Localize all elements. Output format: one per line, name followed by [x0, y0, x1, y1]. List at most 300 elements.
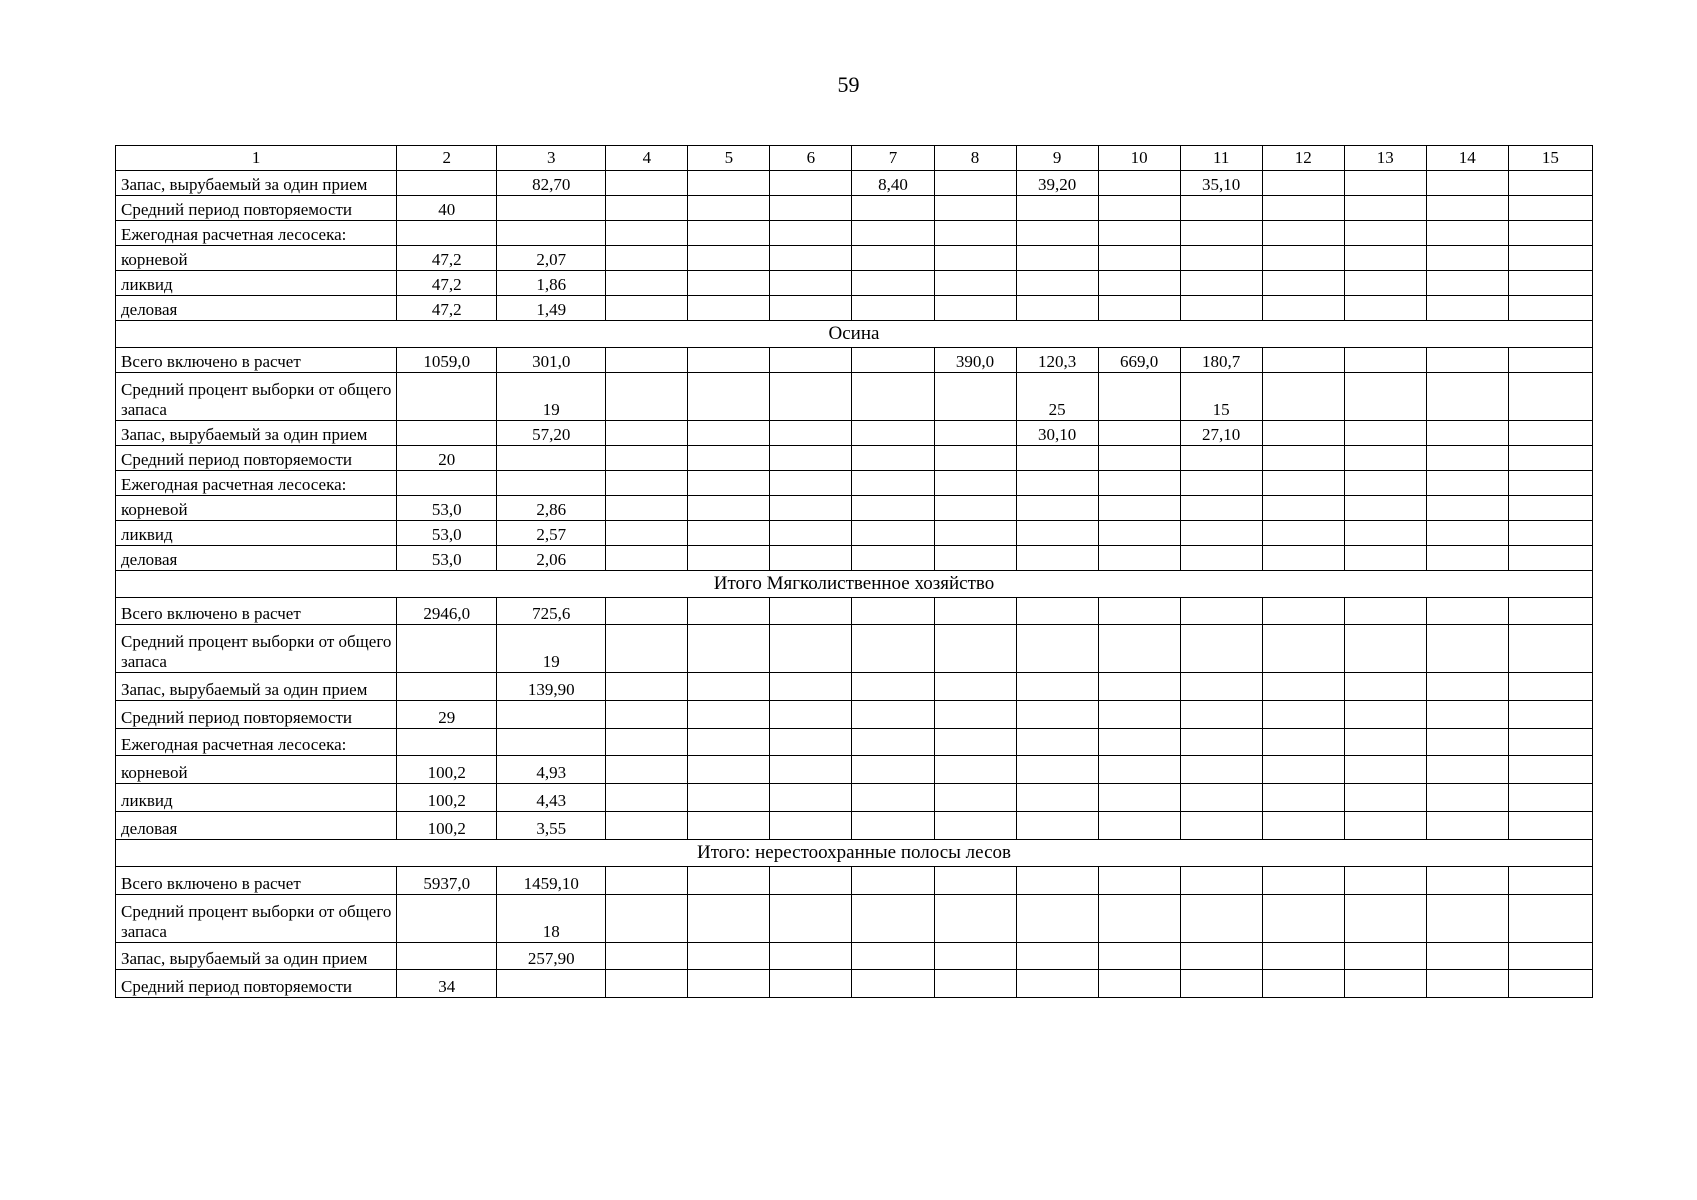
- value-cell: [1426, 296, 1508, 321]
- value-cell: [688, 446, 770, 471]
- value-cell: [397, 373, 497, 421]
- value-cell: 30,10: [1016, 421, 1098, 446]
- value-cell: [606, 348, 688, 373]
- value-cell: [770, 867, 852, 895]
- value-cell: [606, 943, 688, 970]
- value-cell: [1344, 729, 1426, 756]
- value-cell: [934, 271, 1016, 296]
- value-cell: [1426, 598, 1508, 625]
- value-cell: [688, 348, 770, 373]
- value-cell: [606, 521, 688, 546]
- value-cell: 82,70: [497, 171, 606, 196]
- value-cell: [1508, 546, 1592, 571]
- value-cell: 725,6: [497, 598, 606, 625]
- value-cell: [1098, 598, 1180, 625]
- value-cell: [1508, 867, 1592, 895]
- value-cell: [1262, 625, 1344, 673]
- value-cell: [688, 496, 770, 521]
- table-row: [116, 171, 1593, 196]
- value-cell: 100,2: [397, 784, 497, 812]
- value-cell: [688, 471, 770, 496]
- column-number-cell: 11: [1180, 146, 1262, 171]
- value-cell: [1098, 471, 1180, 496]
- value-cell: [852, 496, 934, 521]
- value-cell: [1426, 421, 1508, 446]
- value-cell: [1180, 496, 1262, 521]
- value-cell: [770, 895, 852, 943]
- value-cell: [1098, 943, 1180, 970]
- value-cell: [606, 171, 688, 196]
- value-cell: [1344, 756, 1426, 784]
- value-cell: [1426, 943, 1508, 970]
- column-number-cell: 10: [1098, 146, 1180, 171]
- table-row: [116, 373, 1593, 421]
- value-cell: [1344, 673, 1426, 701]
- value-cell: [606, 296, 688, 321]
- value-cell: [934, 895, 1016, 943]
- value-cell: [1180, 246, 1262, 271]
- value-cell: [688, 701, 770, 729]
- value-cell: [1426, 171, 1508, 196]
- value-cell: [770, 471, 852, 496]
- value-cell: [1262, 867, 1344, 895]
- value-cell: [1262, 895, 1344, 943]
- value-cell: [770, 521, 852, 546]
- value-cell: [1344, 867, 1426, 895]
- value-cell: [770, 348, 852, 373]
- value-cell: [1426, 471, 1508, 496]
- value-cell: [934, 221, 1016, 246]
- value-cell: [1098, 867, 1180, 895]
- value-cell: [1262, 171, 1344, 196]
- column-number-cell: 2: [397, 146, 497, 171]
- value-cell: [852, 729, 934, 756]
- value-cell: [1508, 729, 1592, 756]
- value-cell: [606, 421, 688, 446]
- value-cell: [1344, 471, 1426, 496]
- table-row: [116, 196, 1593, 221]
- value-cell: [934, 421, 1016, 446]
- value-cell: [770, 546, 852, 571]
- value-cell: [1016, 812, 1098, 840]
- value-cell: [1016, 729, 1098, 756]
- value-cell: 8,40: [852, 171, 934, 196]
- row-label-cell: ликвид: [116, 271, 397, 296]
- value-cell: [934, 729, 1016, 756]
- value-cell: [1016, 867, 1098, 895]
- value-cell: [852, 521, 934, 546]
- value-cell: [770, 943, 852, 970]
- value-cell: [1180, 296, 1262, 321]
- value-cell: [688, 943, 770, 970]
- table-row: [116, 296, 1593, 321]
- value-cell: [934, 784, 1016, 812]
- value-cell: [852, 812, 934, 840]
- column-number-cell: 5: [688, 146, 770, 171]
- value-cell: [1098, 446, 1180, 471]
- value-cell: [770, 970, 852, 998]
- value-cell: [1344, 373, 1426, 421]
- section-title: Итого: нерестоохранные полосы лесов: [116, 840, 1593, 867]
- value-cell: [1262, 221, 1344, 246]
- row-label-cell: Запас, вырубаемый за один прием: [116, 673, 397, 701]
- value-cell: 47,2: [397, 246, 497, 271]
- value-cell: 34: [397, 970, 497, 998]
- value-cell: [770, 756, 852, 784]
- value-cell: 20: [397, 446, 497, 471]
- row-label-cell: деловая: [116, 812, 397, 840]
- value-cell: [688, 296, 770, 321]
- value-cell: [1016, 296, 1098, 321]
- value-cell: [688, 867, 770, 895]
- value-cell: 57,20: [497, 421, 606, 446]
- value-cell: 180,7: [1180, 348, 1262, 373]
- table-row: [116, 271, 1593, 296]
- value-cell: [1098, 496, 1180, 521]
- value-cell: [1180, 895, 1262, 943]
- value-cell: [1426, 221, 1508, 246]
- row-label-cell: Средний период повторяемости: [116, 196, 397, 221]
- value-cell: [852, 546, 934, 571]
- value-cell: [688, 970, 770, 998]
- value-cell: [1262, 756, 1344, 784]
- value-cell: [1262, 421, 1344, 446]
- value-cell: [1508, 221, 1592, 246]
- value-cell: 40: [397, 196, 497, 221]
- value-cell: [397, 221, 497, 246]
- value-cell: [852, 701, 934, 729]
- value-cell: [1344, 421, 1426, 446]
- value-cell: [934, 943, 1016, 970]
- value-cell: [934, 521, 1016, 546]
- value-cell: [1016, 784, 1098, 812]
- value-cell: [934, 246, 1016, 271]
- value-cell: [397, 943, 497, 970]
- value-cell: 2946,0: [397, 598, 497, 625]
- value-cell: [1016, 943, 1098, 970]
- allowable-cut-table: [115, 145, 1593, 998]
- value-cell: [1508, 296, 1592, 321]
- value-cell: [688, 756, 770, 784]
- value-cell: [1344, 598, 1426, 625]
- value-cell: [1098, 271, 1180, 296]
- value-cell: [1344, 446, 1426, 471]
- section-heading-row: [116, 321, 1593, 348]
- table-row: [116, 729, 1593, 756]
- value-cell: [1508, 496, 1592, 521]
- table-row: [116, 943, 1593, 970]
- row-label-cell: Средний процент выборки от общего запаса: [116, 625, 397, 673]
- value-cell: [1426, 546, 1508, 571]
- value-cell: [934, 701, 1016, 729]
- value-cell: [1016, 496, 1098, 521]
- value-cell: 4,43: [497, 784, 606, 812]
- value-cell: [1508, 373, 1592, 421]
- value-cell: [852, 625, 934, 673]
- value-cell: [1016, 546, 1098, 571]
- table-row: [116, 546, 1593, 571]
- value-cell: [934, 496, 1016, 521]
- value-cell: [1426, 348, 1508, 373]
- value-cell: 27,10: [1180, 421, 1262, 446]
- table-row: [116, 625, 1593, 673]
- value-cell: [1016, 271, 1098, 296]
- value-cell: [497, 446, 606, 471]
- value-cell: [1344, 521, 1426, 546]
- row-label-cell: Ежегодная расчетная лесосека:: [116, 471, 397, 496]
- value-cell: [1508, 446, 1592, 471]
- value-cell: 257,90: [497, 943, 606, 970]
- value-cell: 2,07: [497, 246, 606, 271]
- value-cell: [1508, 701, 1592, 729]
- value-cell: [1508, 812, 1592, 840]
- value-cell: 3,55: [497, 812, 606, 840]
- value-cell: [1426, 246, 1508, 271]
- row-label-cell: Средний процент выборки от общего запаса: [116, 895, 397, 943]
- value-cell: 5937,0: [397, 867, 497, 895]
- value-cell: [934, 812, 1016, 840]
- value-cell: [1344, 784, 1426, 812]
- value-cell: [1508, 271, 1592, 296]
- value-cell: [688, 895, 770, 943]
- value-cell: [1098, 246, 1180, 271]
- value-cell: [1098, 221, 1180, 246]
- column-number-cell: 13: [1344, 146, 1426, 171]
- value-cell: [1344, 196, 1426, 221]
- value-cell: [1344, 348, 1426, 373]
- row-label-cell: деловая: [116, 296, 397, 321]
- row-label-cell: Запас, вырубаемый за один прием: [116, 943, 397, 970]
- value-cell: [397, 625, 497, 673]
- value-cell: [934, 196, 1016, 221]
- value-cell: 47,2: [397, 296, 497, 321]
- value-cell: [1098, 729, 1180, 756]
- value-cell: [1180, 546, 1262, 571]
- value-cell: [770, 496, 852, 521]
- value-cell: [1098, 421, 1180, 446]
- value-cell: [1180, 701, 1262, 729]
- value-cell: [934, 867, 1016, 895]
- table-row: [116, 246, 1593, 271]
- column-number-cell: 4: [606, 146, 688, 171]
- value-cell: [1426, 970, 1508, 998]
- value-cell: [1016, 221, 1098, 246]
- value-cell: [1180, 625, 1262, 673]
- value-cell: 19: [497, 625, 606, 673]
- value-cell: [1426, 625, 1508, 673]
- value-cell: [688, 546, 770, 571]
- value-cell: [606, 867, 688, 895]
- value-cell: 53,0: [397, 521, 497, 546]
- row-label-cell: Средний процент выборки от общего запаса: [116, 373, 397, 421]
- value-cell: 120,3: [1016, 348, 1098, 373]
- column-number-cell: 3: [497, 146, 606, 171]
- value-cell: [770, 421, 852, 446]
- value-cell: [1180, 784, 1262, 812]
- value-cell: [934, 625, 1016, 673]
- value-cell: [852, 221, 934, 246]
- row-label-cell: Всего включено в расчет: [116, 598, 397, 625]
- value-cell: [1508, 471, 1592, 496]
- table-row: [116, 673, 1593, 701]
- value-cell: [1180, 756, 1262, 784]
- value-cell: 1459,10: [497, 867, 606, 895]
- value-cell: [497, 471, 606, 496]
- value-cell: [770, 196, 852, 221]
- section-title: Осина: [116, 321, 1593, 348]
- value-cell: [1180, 471, 1262, 496]
- value-cell: [934, 446, 1016, 471]
- value-cell: [934, 296, 1016, 321]
- value-cell: [770, 246, 852, 271]
- value-cell: [606, 970, 688, 998]
- value-cell: [1098, 701, 1180, 729]
- value-cell: [1098, 784, 1180, 812]
- value-cell: 29: [397, 701, 497, 729]
- value-cell: [497, 970, 606, 998]
- row-label-cell: Всего включено в расчет: [116, 867, 397, 895]
- value-cell: [1180, 729, 1262, 756]
- row-label-cell: корневой: [116, 246, 397, 271]
- value-cell: [1262, 521, 1344, 546]
- value-cell: [1016, 895, 1098, 943]
- value-cell: [1180, 196, 1262, 221]
- value-cell: [1426, 196, 1508, 221]
- value-cell: [606, 246, 688, 271]
- value-cell: [606, 598, 688, 625]
- value-cell: [1098, 895, 1180, 943]
- value-cell: [397, 895, 497, 943]
- value-cell: [497, 701, 606, 729]
- value-cell: [606, 625, 688, 673]
- value-cell: [1426, 784, 1508, 812]
- value-cell: [606, 221, 688, 246]
- value-cell: [852, 943, 934, 970]
- value-cell: [1180, 867, 1262, 895]
- value-cell: [1344, 221, 1426, 246]
- value-cell: [1098, 171, 1180, 196]
- value-cell: 390,0: [934, 348, 1016, 373]
- value-cell: [688, 729, 770, 756]
- table-row: [116, 970, 1593, 998]
- value-cell: [606, 271, 688, 296]
- column-number-cell: 1: [116, 146, 397, 171]
- value-cell: [1262, 812, 1344, 840]
- value-cell: [770, 812, 852, 840]
- value-cell: [1180, 521, 1262, 546]
- value-cell: [1016, 521, 1098, 546]
- value-cell: [606, 729, 688, 756]
- value-cell: [606, 673, 688, 701]
- table-row: [116, 421, 1593, 446]
- value-cell: [852, 196, 934, 221]
- value-cell: [1508, 943, 1592, 970]
- value-cell: [770, 673, 852, 701]
- value-cell: [1508, 196, 1592, 221]
- column-number-cell: 9: [1016, 146, 1098, 171]
- value-cell: 139,90: [497, 673, 606, 701]
- value-cell: 15: [1180, 373, 1262, 421]
- value-cell: [770, 271, 852, 296]
- value-cell: [934, 970, 1016, 998]
- row-label-cell: Ежегодная расчетная лесосека:: [116, 221, 397, 246]
- value-cell: [1508, 171, 1592, 196]
- table-row: [116, 895, 1593, 943]
- value-cell: 100,2: [397, 812, 497, 840]
- table-row: [116, 756, 1593, 784]
- value-cell: 39,20: [1016, 171, 1098, 196]
- value-cell: [852, 246, 934, 271]
- table-row: [116, 446, 1593, 471]
- value-cell: [1262, 373, 1344, 421]
- value-cell: [1180, 673, 1262, 701]
- value-cell: 2,86: [497, 496, 606, 521]
- value-cell: [1016, 471, 1098, 496]
- value-cell: [1262, 701, 1344, 729]
- value-cell: 1,86: [497, 271, 606, 296]
- value-cell: [1016, 701, 1098, 729]
- table-row: [116, 701, 1593, 729]
- value-cell: [1180, 970, 1262, 998]
- value-cell: [1426, 729, 1508, 756]
- value-cell: [770, 598, 852, 625]
- row-label-cell: Средний период повторяемости: [116, 446, 397, 471]
- value-cell: 35,10: [1180, 171, 1262, 196]
- value-cell: [1016, 598, 1098, 625]
- value-cell: [1508, 970, 1592, 998]
- value-cell: [606, 784, 688, 812]
- value-cell: [1016, 673, 1098, 701]
- column-number-row: [116, 146, 1593, 171]
- section-heading-row: [116, 840, 1593, 867]
- value-cell: [1344, 296, 1426, 321]
- value-cell: [1426, 756, 1508, 784]
- table-row: [116, 471, 1593, 496]
- value-cell: [852, 471, 934, 496]
- value-cell: 53,0: [397, 496, 497, 521]
- value-cell: [1262, 784, 1344, 812]
- value-cell: [770, 373, 852, 421]
- value-cell: [1344, 943, 1426, 970]
- value-cell: [688, 246, 770, 271]
- value-cell: [852, 673, 934, 701]
- value-cell: [1262, 546, 1344, 571]
- row-label-cell: ликвид: [116, 521, 397, 546]
- value-cell: [1426, 673, 1508, 701]
- value-cell: [1508, 673, 1592, 701]
- value-cell: [852, 598, 934, 625]
- value-cell: [1262, 673, 1344, 701]
- value-cell: [1508, 421, 1592, 446]
- value-cell: [397, 171, 497, 196]
- value-cell: [1262, 246, 1344, 271]
- value-cell: [688, 784, 770, 812]
- value-cell: [606, 701, 688, 729]
- value-cell: [1426, 496, 1508, 521]
- value-cell: [852, 348, 934, 373]
- value-cell: [606, 756, 688, 784]
- value-cell: 4,93: [497, 756, 606, 784]
- value-cell: [397, 673, 497, 701]
- value-cell: [852, 756, 934, 784]
- value-cell: [1508, 895, 1592, 943]
- value-cell: [397, 471, 497, 496]
- row-label-cell: корневой: [116, 756, 397, 784]
- value-cell: [852, 296, 934, 321]
- value-cell: [688, 271, 770, 296]
- value-cell: [1508, 521, 1592, 546]
- table-row: [116, 348, 1593, 373]
